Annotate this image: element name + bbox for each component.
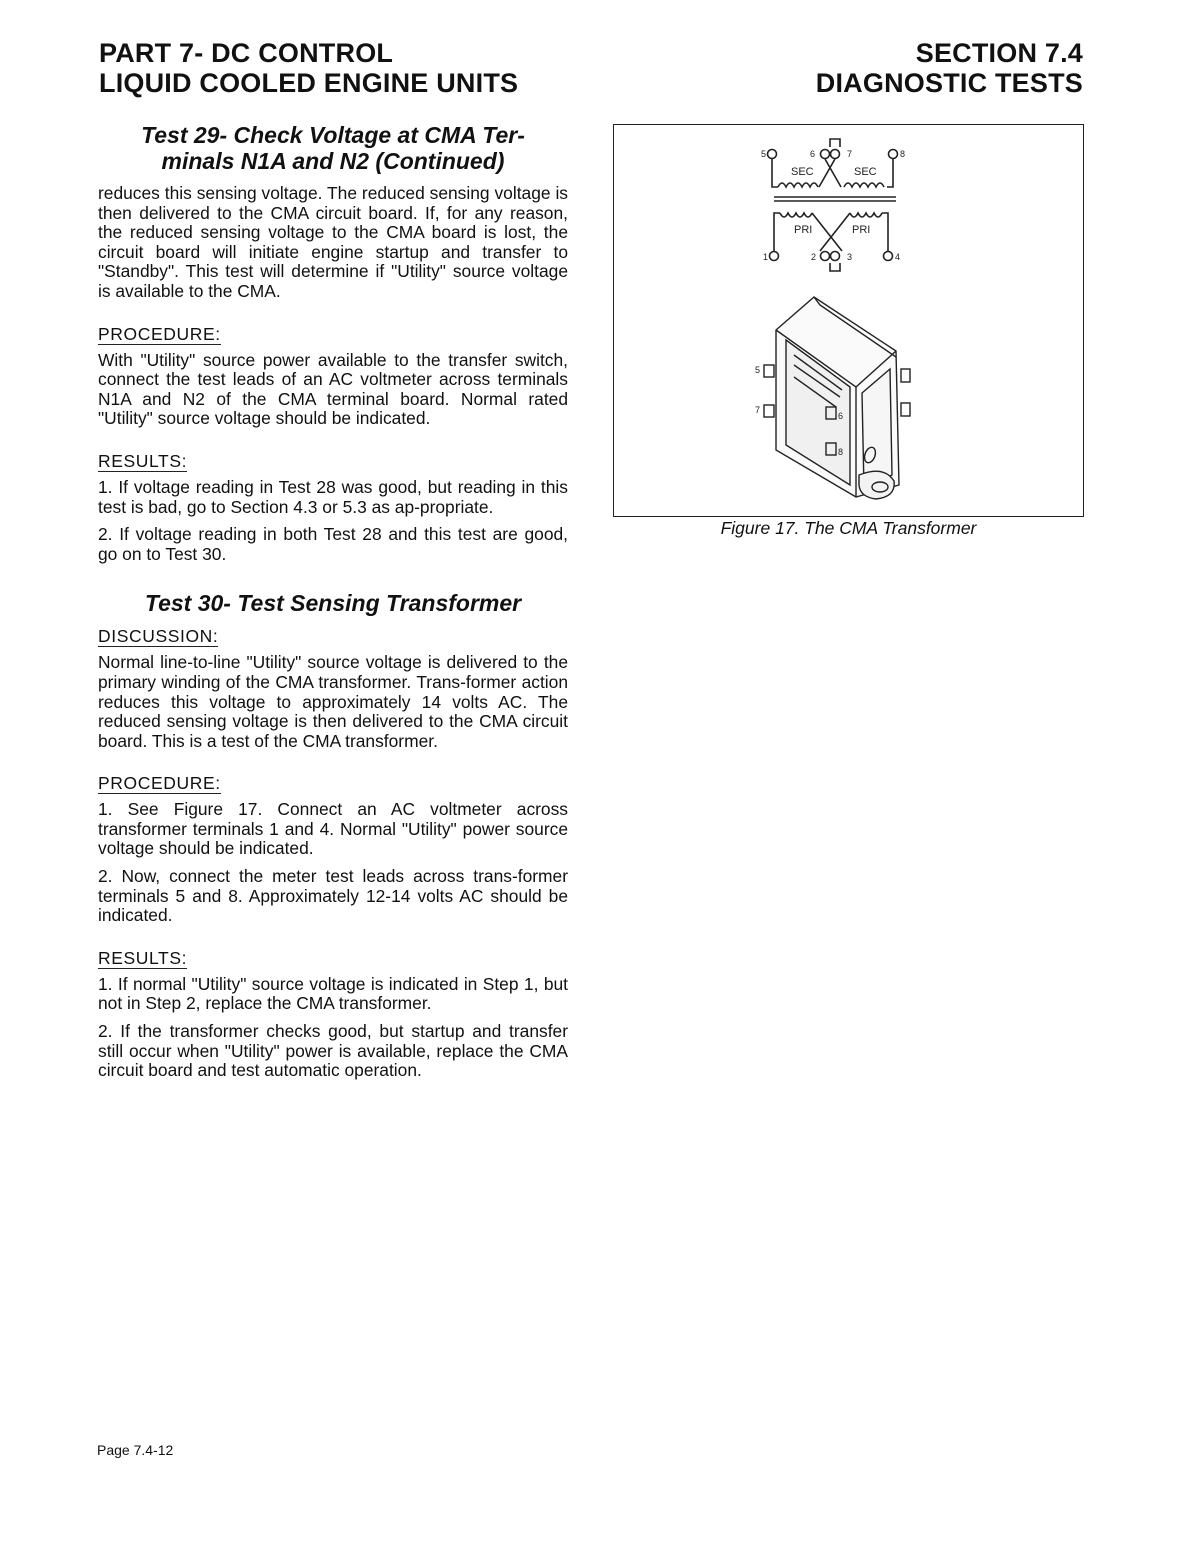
page-number: Page 7.4-12 — [97, 1442, 174, 1458]
test30-title: Test 30- Test Sensing Transformer — [144, 590, 522, 617]
part-subtitle: LIQUID COOLED ENGINE UNITS — [99, 68, 519, 98]
text-column — [98, 122, 568, 1081]
test30-procedure-1: 1. See Figure 17. Connect an AC voltmeter across transformer terminals 1 and 4. Normal "Utility" power source voltage should be indicated. — [98, 799, 568, 859]
secondary-left-label: SEC — [791, 166, 814, 178]
test29-procedure-heading: PROCEDURE: — [98, 323, 221, 344]
test30-results-heading: RESULTS: — [98, 947, 188, 968]
page-header-left — [99, 38, 518, 98]
terminal-3-label: 3 — [847, 252, 853, 262]
transformer-schematic — [761, 139, 905, 271]
drawing-terminal-7-label: 7 — [755, 405, 761, 415]
terminal-2-label: 2 — [811, 252, 817, 262]
page-header-right — [816, 38, 1083, 98]
cma-transformer-figure — [614, 125, 1085, 518]
section-subtitle: DIAGNOSTIC TESTS — [815, 68, 1083, 98]
test30-result-1: 1. If normal "Utility" source voltage is indicated in Step 1, but not in Step 2, replace the CMA transformer. — [98, 973, 568, 1014]
primary-left-label: PRI — [794, 224, 813, 236]
secondary-right-label: SEC — [854, 166, 877, 178]
terminal-1-label: 1 — [763, 252, 769, 262]
drawing-terminal-8-label: 8 — [838, 447, 844, 457]
test29-results-heading: RESULTS: — [98, 450, 188, 471]
test30-discussion-heading: DISCUSSION: — [98, 626, 219, 647]
part-title: PART 7- DC CONTROL — [99, 38, 394, 68]
test29-title-line2: minals N1A and N2 (Continued) — [161, 148, 505, 174]
test29-intro: reduces this sensing voltage. The reduced sensing voltage is then delivered to the CMA circuit board. If, for any reason, the reduced sensing voltage to the CMA board is lost, the circuit board will initiate engine startup and transfer to "Standby". This test will determine if "Utility" source voltage is available to the CMA. — [98, 183, 568, 301]
primary-right-label: PRI — [852, 224, 871, 236]
test30-discussion-text: Normal line-to-line "Utility" source voltage is delivered to the primary winding of the CMA transformer. Trans-former action reduces this voltage to approximately 14 volts AC. The reduced sensing voltage is then delivered to the CMA circuit board. This is a test of the CMA transformer. — [98, 652, 568, 751]
transformer-drawing — [755, 297, 910, 499]
test29-result-1: 1. If voltage reading in Test 28 was good, but reading in this test is bad, go to Section 4.3 or 5.3 as ap-propriate. — [98, 476, 568, 517]
terminal-4-label: 4 — [895, 252, 901, 262]
test29-title — [98, 122, 568, 174]
terminal-7-label: 7 — [847, 149, 853, 159]
figure-17-box — [613, 124, 1084, 517]
test30-result-2: 2. If the transformer checks good, but startup and transfer still occur when "Utility" power is available, replace the CMA circuit board and test automatic operation. — [98, 1021, 568, 1081]
test30-procedure-2: 2. Now, connect the meter test leads across trans-former terminals 5 and 8. Approximately 12-14 volts AC should be indicated. — [98, 866, 568, 926]
figure-caption: Figure 17. The CMA Transformer — [720, 518, 977, 538]
terminal-6-label: 6 — [810, 149, 816, 159]
test29-title-line1: Test 29- Check Voltage at CMA Ter- — [141, 122, 525, 148]
test30-procedure-heading: PROCEDURE: — [98, 773, 221, 794]
drawing-terminal-6-label: 6 — [838, 411, 844, 421]
terminal-8-label: 8 — [900, 149, 906, 159]
terminal-5-label: 5 — [761, 149, 767, 159]
test29-result-2: 2. If voltage reading in both Test 28 and this test are good, go on to Test 30. — [98, 524, 568, 564]
section-title: SECTION 7.4 — [915, 38, 1083, 68]
test29-procedure-text: With "Utility" source power available to the transfer switch, connect the test leads of an AC voltmeter across terminals N1A and N2 of the CMA terminal board. Normal rated "Utility" source voltage should be indicated. — [98, 349, 568, 429]
drawing-terminal-5-label: 5 — [755, 365, 761, 375]
